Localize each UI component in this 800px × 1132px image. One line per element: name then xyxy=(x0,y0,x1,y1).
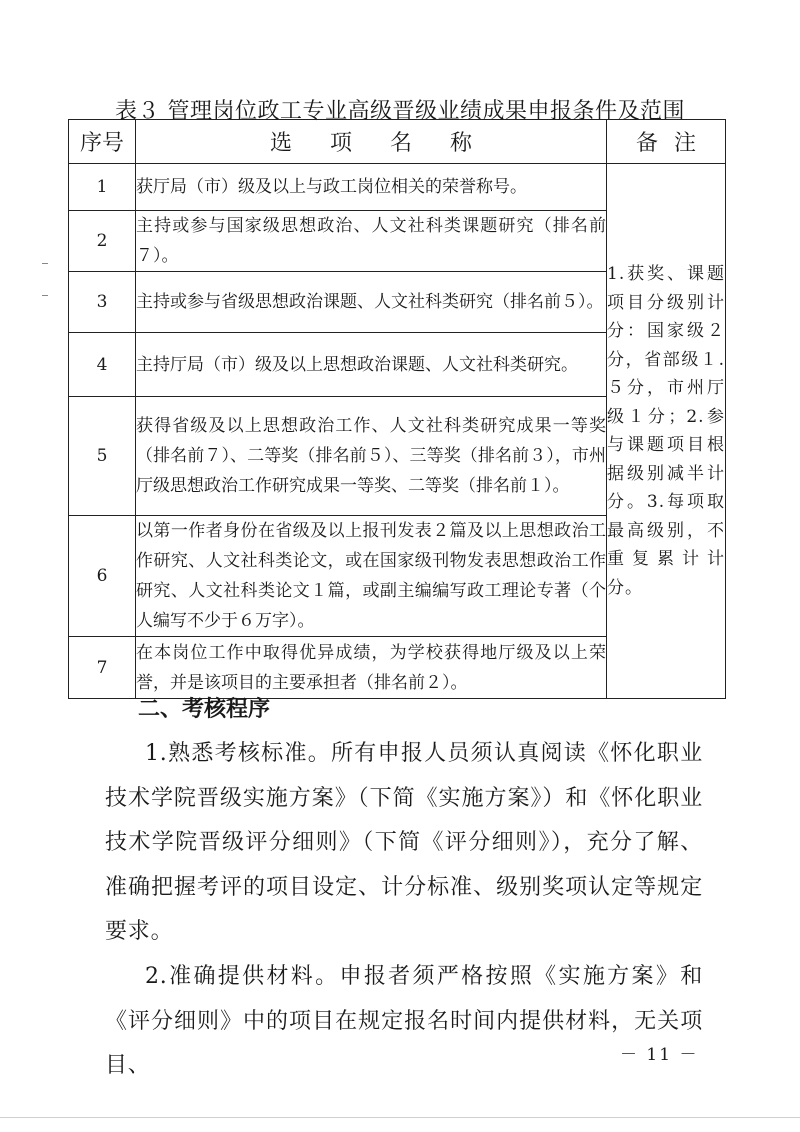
table-row xyxy=(69,164,726,211)
row-number: 3 xyxy=(69,272,136,333)
row-number: 5 xyxy=(69,397,136,516)
paragraph xyxy=(105,955,703,1089)
margin-mark xyxy=(42,295,48,296)
row-text: 获厅局（市）级及以上与政工岗位相关的荣誉称号。 xyxy=(136,164,607,211)
row-text: 获得省级及以上思想政治工作、人文社科类研究成果一等奖（排名前７）、二等奖（排名前５）、三等奖（排名前３），市州厅级思想政治工作研究成果一等奖、二等奖（排名前１）。 xyxy=(136,397,607,516)
section-heading: 二、考核程序 xyxy=(138,697,271,722)
paragraph-text: 1.熟悉考核标准。所有申报人员须认真阅读《怀化职业技术学院晋级实施方案》（下简《实施方案》）和《怀化职业技术学院晋级评分细则》（下简《评分细则》），充分了解、准确把握考评的项目设定、计分标准、级别奖项认定等规定要求。 xyxy=(105,741,703,944)
margin-mark xyxy=(42,263,48,264)
paragraph xyxy=(105,732,703,955)
header-no: 序号 xyxy=(69,120,136,164)
header-note: 备注 xyxy=(607,120,726,164)
row-number: 1 xyxy=(69,164,136,211)
table-header-row xyxy=(69,120,726,164)
row-text: 在本岗位工作中取得优异成绩，为学校获得地厅级及以上荣誉，并是该项目的主要承担者（排名前２）。 xyxy=(136,637,607,699)
row-number: 6 xyxy=(69,516,136,637)
criteria-table xyxy=(68,119,726,699)
row-number: 4 xyxy=(69,333,136,397)
bottom-rule xyxy=(0,1117,800,1118)
paragraph-text: 2.准确提供材料。申报者须严格按照《实施方案》和《评分细则》中的项目在规定报名时间内提供材料，无关项目、 xyxy=(105,964,703,1078)
row-text: 主持或参与省级思想政治课题、人文社科类研究（排名前５）。 xyxy=(136,272,607,333)
row-text: 以第一作者身份在省级及以上报刊发表２篇及以上思想政治工作研究、人文社科类论文，或在国家级刊物发表思想政治工作研究、人文社科类论文１篇，或副主编编写政工理论专著（个人编写不少于６万字）。 xyxy=(136,516,607,637)
row-text: 主持厅局（市）级及以上思想政治课题、人文社科类研究。 xyxy=(136,333,607,397)
row-number: 7 xyxy=(69,637,136,699)
row-text: 主持或参与国家级思想政治、人文社科类课题研究（排名前７）。 xyxy=(136,211,607,272)
table-title: 表３ 管理岗位政工专业高级晋级业绩成果申报条件及范围 xyxy=(115,99,685,124)
remarks-cell: 1.获奖、课题项目分级别计分：国家级２分，省部级１.５分，市州厅级１分；2.参与课题项目根据级别减半计分。3.每项取最高级别，不重复累计计分。 xyxy=(607,164,726,699)
header-item: 选项名称 xyxy=(136,120,607,164)
row-number: 2 xyxy=(69,211,136,272)
page-number: － 11 － xyxy=(620,1045,699,1065)
